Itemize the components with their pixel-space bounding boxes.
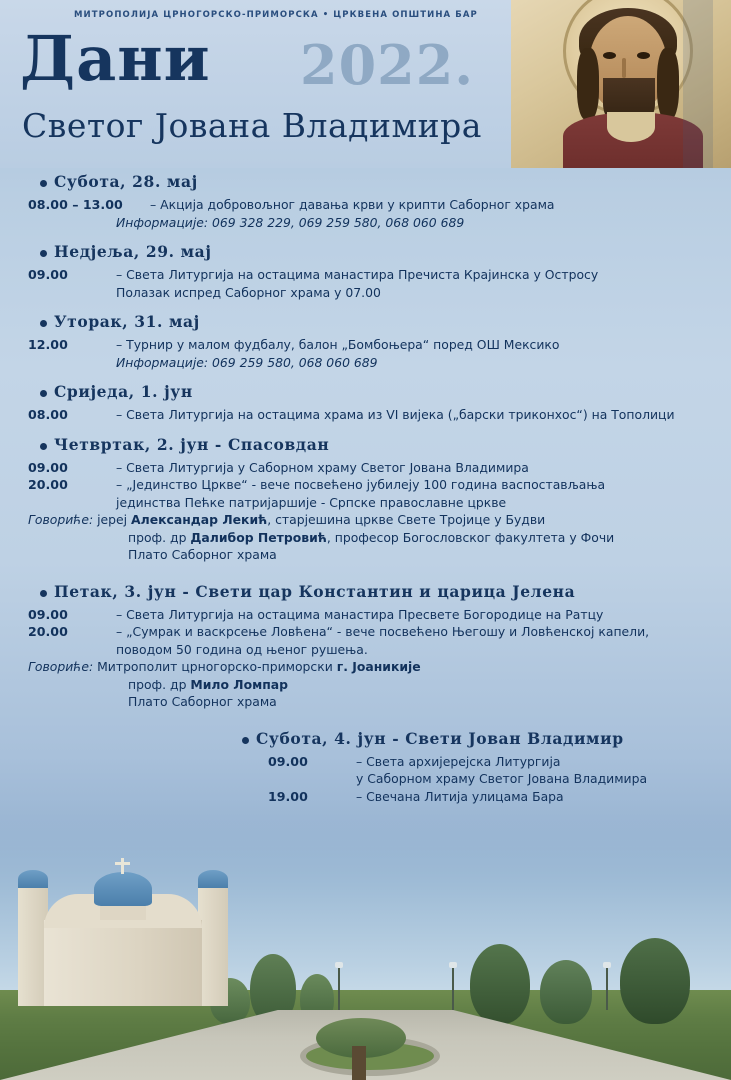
schedule-entry bbox=[18, 582, 713, 711]
nose-shape bbox=[622, 58, 626, 78]
event-description: – Света Литургија на остацима манастира Пресвете Богородице на Ратцу bbox=[116, 606, 604, 622]
event-time: 20.00 bbox=[28, 477, 68, 492]
speaker-name: Мило Ломпар bbox=[190, 676, 289, 692]
event-subline: Полазак испред Саборног храма у 07.00 bbox=[116, 284, 381, 300]
eye-right-shape bbox=[637, 52, 650, 59]
event-row bbox=[218, 788, 713, 806]
event-description: – Турнир у малом фудбалу, балон „Бомбоњера“ поред ОШ Мексико bbox=[116, 337, 560, 352]
event-description: – Акција добровољног давања крви у крипти Саборног храма bbox=[150, 197, 555, 212]
cathedral-building bbox=[18, 856, 228, 1006]
event-description: – Света Литургија на остацима храма из VI вијека („барски триконхос“) на Тополици bbox=[116, 407, 675, 422]
tree-shape bbox=[540, 960, 592, 1024]
bullet-icon bbox=[40, 590, 47, 597]
event-time: 09.00 bbox=[28, 459, 68, 475]
event-row bbox=[18, 623, 713, 641]
event-row bbox=[218, 753, 713, 771]
speaker-label: Говориће: bbox=[28, 659, 94, 674]
day-header bbox=[18, 435, 713, 454]
speaker-line: проф. др Мило Ломпар bbox=[128, 676, 289, 692]
page-title: Дани bbox=[20, 22, 211, 95]
tree-shape bbox=[470, 944, 530, 1024]
tree-shape bbox=[620, 938, 690, 1024]
lamp-post bbox=[338, 966, 340, 1010]
bullet-icon bbox=[242, 737, 249, 744]
speaker-name: Далибор Петровић bbox=[190, 529, 327, 545]
event-row bbox=[18, 406, 713, 424]
event-time: 09.00 bbox=[268, 753, 308, 769]
day-header bbox=[18, 582, 713, 601]
event-description: – „Сумрак и васкрсење Ловћена“ - вече посвећено Његошу и Ловћенској капели, bbox=[116, 624, 650, 639]
event-time: 09.00 bbox=[28, 267, 68, 282]
event-description: – Света архијерејска Литургија bbox=[356, 753, 561, 769]
event-row bbox=[18, 606, 713, 624]
schedule-list bbox=[0, 172, 731, 816]
event-row bbox=[18, 336, 713, 354]
venue-line: Плато Саборног храма bbox=[128, 694, 277, 709]
event-time: 08.00 – 13.00 bbox=[28, 197, 123, 212]
schedule-entry bbox=[18, 729, 713, 806]
lamp-post bbox=[452, 966, 454, 1010]
bullet-icon bbox=[40, 250, 47, 257]
speaker-name: г. Јоаникије bbox=[336, 659, 421, 674]
event-description: – Света Литургија на остацима манастира Пречиста Крајинска у Остросу bbox=[116, 267, 599, 282]
saint-jovan-vladimir-icon bbox=[511, 0, 731, 168]
schedule-entry bbox=[18, 242, 713, 301]
event-time: 20.00 bbox=[28, 624, 68, 639]
hair-right-shape bbox=[657, 48, 679, 120]
event-time: 12.00 bbox=[28, 337, 68, 352]
day-header bbox=[18, 172, 713, 191]
year-label: 2022. bbox=[300, 33, 475, 97]
day-label: Недјеља, 29. мај bbox=[54, 242, 212, 261]
day-label: Субота, 4. јун - Свети Јован Владимир bbox=[256, 728, 624, 748]
bullet-icon bbox=[40, 180, 47, 187]
eye-left-shape bbox=[603, 52, 616, 59]
speaker-name: Александар Лекић bbox=[131, 512, 268, 527]
lamp-post bbox=[606, 966, 608, 1010]
day-label: Уторак, 31. мај bbox=[54, 312, 200, 331]
event-subline: у Саборном храму Светог Јована Владимира bbox=[356, 771, 648, 786]
day-label: Субота, 28. мај bbox=[54, 172, 198, 191]
day-header bbox=[218, 729, 713, 748]
event-time: 09.00 bbox=[28, 606, 68, 622]
olive-tree-trunk bbox=[352, 1046, 366, 1080]
speaker-line: Говориће: Митрополит црногорско-приморски г. Јоаникије bbox=[28, 659, 421, 674]
hair-left-shape bbox=[577, 48, 599, 120]
event-row bbox=[18, 266, 713, 284]
event-time: 19.00 bbox=[268, 788, 308, 804]
event-info: Информације: 069 259 580, 068 060 689 bbox=[116, 354, 378, 370]
bullet-icon bbox=[40, 443, 47, 450]
church-dome bbox=[94, 872, 152, 906]
event-description: – Света Литургија у Саборном храму Светог Јована Владимира bbox=[116, 459, 529, 475]
event-subline: јединства Пећке патријаршије - Српске православне цркве bbox=[116, 494, 507, 510]
day-header bbox=[18, 312, 713, 331]
event-row bbox=[18, 459, 713, 477]
organization-kicker: МИТРОПОЛИЈА ЦРНОГОРСКО-ПРИМОРСКА • ЦРКВЕНА ОПШТИНА БАР bbox=[74, 10, 478, 20]
event-description: – „Јединство Цркве“ - вече посвећено јубилеју 100 година васпостављања bbox=[116, 477, 606, 492]
day-label: Сриједа, 1. јун bbox=[54, 382, 193, 401]
collar-shape bbox=[607, 112, 655, 142]
schedule-entry bbox=[18, 172, 713, 231]
schedule-entry bbox=[18, 435, 713, 564]
speaker-label: Говориће: bbox=[28, 512, 94, 527]
cross-icon bbox=[121, 858, 124, 874]
page-subtitle: Светог Јована Владимира bbox=[22, 106, 482, 145]
bell-tower-left-dome bbox=[18, 870, 48, 888]
day-label: Петак, 3. јун - Свети цар Константин и царица Јелена bbox=[54, 581, 576, 601]
day-label: Четвртак, 2. јун - Спасовдан bbox=[54, 434, 330, 454]
day-header bbox=[18, 382, 713, 401]
schedule-entry bbox=[18, 382, 713, 424]
bullet-icon bbox=[40, 390, 47, 397]
schedule-entry bbox=[18, 312, 713, 371]
bullet-icon bbox=[40, 320, 47, 327]
day-header bbox=[18, 242, 713, 261]
icon-side-band bbox=[683, 0, 713, 168]
event-time: 08.00 bbox=[28, 407, 68, 422]
event-subline: поводом 50 година од њеног рушења. bbox=[116, 641, 368, 657]
event-row bbox=[18, 476, 713, 494]
bell-tower-right bbox=[198, 888, 228, 1006]
speaker-line: проф. др Далибор Петровић, професор Богословског факултета у Фочи bbox=[128, 529, 615, 545]
venue-line: Плато Саборног храма bbox=[128, 547, 277, 562]
cathedral-and-plaza-photo bbox=[0, 820, 731, 1080]
church-nave bbox=[44, 920, 202, 1006]
bell-tower-right-dome bbox=[198, 870, 228, 888]
poster-header bbox=[0, 0, 731, 168]
speaker-line: Говориће: јереј Александар Лекић, старјешина цркве Свете Тројице у Будви bbox=[28, 512, 546, 527]
event-description: – Свечана Литија улицама Бара bbox=[356, 788, 564, 804]
event-row bbox=[18, 196, 713, 214]
event-info: Информације: 069 328 229, 069 259 580, 068 060 689 bbox=[116, 214, 465, 230]
